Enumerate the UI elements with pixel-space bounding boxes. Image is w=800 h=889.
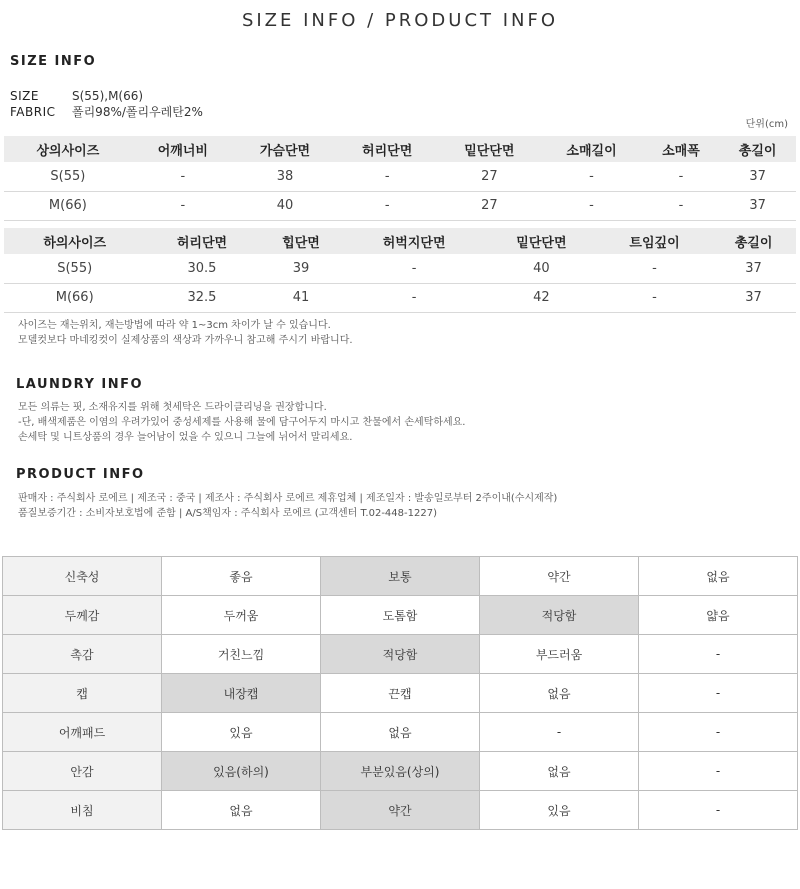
- product-info-heading: PRODUCT INFO: [16, 467, 145, 482]
- attribute-label: 안감: [3, 752, 162, 791]
- table-row: [4, 162, 796, 191]
- note-line: 판매자 : 주식회사 로에르 | 제조국 : 중국 | 제조사 : 주식회사 로에르 제휴업체 | 제조일자 : 발송일로부터 2주이내(수시제작): [18, 493, 558, 504]
- table-cell: S(55): [4, 162, 132, 191]
- attribute-option: -: [639, 713, 798, 752]
- table-cell: -: [343, 254, 484, 283]
- table-cell: -: [540, 162, 642, 191]
- attribute-row: [3, 752, 798, 791]
- attribute-option: 부드러움: [480, 635, 639, 674]
- attribute-label: 촉감: [3, 635, 162, 674]
- size-notes: [18, 318, 353, 348]
- attribute-option: 부분있음(상의): [321, 752, 480, 791]
- table-header-cell: 총길이: [719, 136, 796, 162]
- top-size-table: [4, 136, 796, 221]
- table-cell: -: [540, 191, 642, 220]
- table-cell: 41: [259, 283, 344, 312]
- table-header-cell: 가슴단면: [234, 136, 336, 162]
- attribute-row: [3, 557, 798, 596]
- attribute-option: 없음: [162, 791, 321, 830]
- attribute-option: 얇음: [639, 596, 798, 635]
- attribute-option: 약간: [321, 791, 480, 830]
- unit-label: 단위(cm): [745, 119, 788, 130]
- attribute-option: 거친느낌: [162, 635, 321, 674]
- attribute-option: 보통: [321, 557, 480, 596]
- attribute-option: 적당함: [321, 635, 480, 674]
- table-cell: 42: [485, 283, 598, 312]
- attribute-option: -: [639, 752, 798, 791]
- attribute-row: [3, 674, 798, 713]
- laundry-notes: [18, 400, 465, 445]
- attribute-label: 캡: [3, 674, 162, 713]
- attribute-option: 끈캡: [321, 674, 480, 713]
- bottom-size-table: [4, 228, 796, 313]
- note-line: 품질보증기간 : 소비자보호법에 준함 | A/S책임자 : 주식회사 로에르 (고객센터 T.02-448-1227): [18, 508, 437, 519]
- table-cell: -: [132, 162, 234, 191]
- table-header-row: [4, 136, 796, 162]
- attribute-option: 없음: [480, 752, 639, 791]
- attribute-row: [3, 713, 798, 752]
- fabric-key: FABRIC: [10, 105, 56, 119]
- table-cell: 38: [234, 162, 336, 191]
- table-cell: 27: [438, 162, 540, 191]
- table-cell: S(55): [4, 254, 145, 283]
- table-header-cell: 허리단면: [145, 228, 258, 254]
- size-value: S(55),M(66): [72, 89, 144, 103]
- table-cell: 27: [438, 191, 540, 220]
- note-line: 모든 의류는 핏, 소재유지를 위해 첫세탁은 드라이클리닝을 권장합니다.: [18, 402, 327, 413]
- table-header-cell: 트임깊이: [598, 228, 711, 254]
- attribute-option: -: [639, 635, 798, 674]
- table-header-cell: 총길이: [711, 228, 796, 254]
- table-cell: -: [643, 191, 720, 220]
- table-cell: 40: [234, 191, 336, 220]
- attribute-option: 내장캡: [162, 674, 321, 713]
- attribute-option: 좋음: [162, 557, 321, 596]
- table-cell: -: [336, 191, 438, 220]
- attribute-option: -: [639, 674, 798, 713]
- table-row: [4, 283, 796, 312]
- table-row: [4, 254, 796, 283]
- table-cell: -: [336, 162, 438, 191]
- page-title: SIZE INFO / PRODUCT INFO: [241, 10, 559, 31]
- table-cell: 32.5: [145, 283, 258, 312]
- table-cell: -: [643, 162, 720, 191]
- table-cell: -: [598, 283, 711, 312]
- attribute-label: 두께감: [3, 596, 162, 635]
- table-header-cell: 상의사이즈: [4, 136, 132, 162]
- attribute-option: 없음: [321, 713, 480, 752]
- note-line: 모델컷보다 마네킹컷이 실제상품의 색상과 가까우니 참고해 주시기 바랍니다.: [18, 335, 353, 346]
- table-header-cell: 밑단단면: [485, 228, 598, 254]
- attribute-row: [3, 635, 798, 674]
- attribute-option: 도톰함: [321, 596, 480, 635]
- table-header-cell: 밑단단면: [438, 136, 540, 162]
- table-cell: M(66): [4, 191, 132, 220]
- laundry-info-heading: LAUNDRY INFO: [16, 377, 144, 392]
- table-row: [4, 191, 796, 220]
- table-header-row: [4, 228, 796, 254]
- table-header-cell: 어깨너비: [132, 136, 234, 162]
- table-cell: 37: [719, 191, 796, 220]
- table-cell: 37: [719, 162, 796, 191]
- attribute-option: 없음: [480, 674, 639, 713]
- attribute-option: -: [480, 713, 639, 752]
- table-cell: M(66): [4, 283, 145, 312]
- attribute-label: 비침: [3, 791, 162, 830]
- table-cell: 37: [711, 254, 796, 283]
- attribute-row: [3, 596, 798, 635]
- attribute-option: 있음(하의): [162, 752, 321, 791]
- table-header-cell: 소매폭: [643, 136, 720, 162]
- size-key: SIZE: [10, 89, 39, 103]
- table-header-cell: 허벅지단면: [343, 228, 484, 254]
- attribute-option: 약간: [480, 557, 639, 596]
- table-cell: 39: [259, 254, 344, 283]
- attribute-label: 어깨패드: [3, 713, 162, 752]
- table-header-cell: 힙단면: [259, 228, 344, 254]
- attribute-option: 두꺼움: [162, 596, 321, 635]
- table-cell: 40: [485, 254, 598, 283]
- size-info-heading: SIZE INFO: [10, 54, 97, 69]
- product-notes: [18, 491, 557, 521]
- table-cell: 37: [711, 283, 796, 312]
- attribute-option: 적당함: [480, 596, 639, 635]
- table-cell: -: [343, 283, 484, 312]
- attribute-option: 없음: [639, 557, 798, 596]
- table-cell: -: [132, 191, 234, 220]
- table-cell: -: [598, 254, 711, 283]
- attribute-option: 있음: [480, 791, 639, 830]
- table-header-cell: 하의사이즈: [4, 228, 145, 254]
- attribute-label: 신축성: [3, 557, 162, 596]
- note-line: -단, 배색제품은 이염의 우려가있어 중성세제를 사용해 물에 담구어두지 마시고 찬물에서 손세탁하세요.: [18, 417, 466, 428]
- table-header-cell: 허리단면: [336, 136, 438, 162]
- attribute-grid: [2, 556, 798, 830]
- table-header-cell: 소매길이: [540, 136, 642, 162]
- attribute-option: -: [639, 791, 798, 830]
- attribute-row: [3, 791, 798, 830]
- table-cell: 30.5: [145, 254, 258, 283]
- size-spec: [10, 89, 143, 103]
- note-line: 손세탁 및 니트상품의 경우 늘어남이 었을 수 있으니 그늘에 뉘어서 말리세요.: [18, 432, 353, 443]
- attribute-option: 있음: [162, 713, 321, 752]
- fabric-spec: [10, 103, 203, 120]
- note-line: 사이즈는 재는위치, 재는방법에 따라 약 1~3cm 차이가 날 수 있습니다.: [18, 320, 331, 331]
- fabric-value: 폴리98%/폴리우레탄2%: [72, 105, 203, 119]
